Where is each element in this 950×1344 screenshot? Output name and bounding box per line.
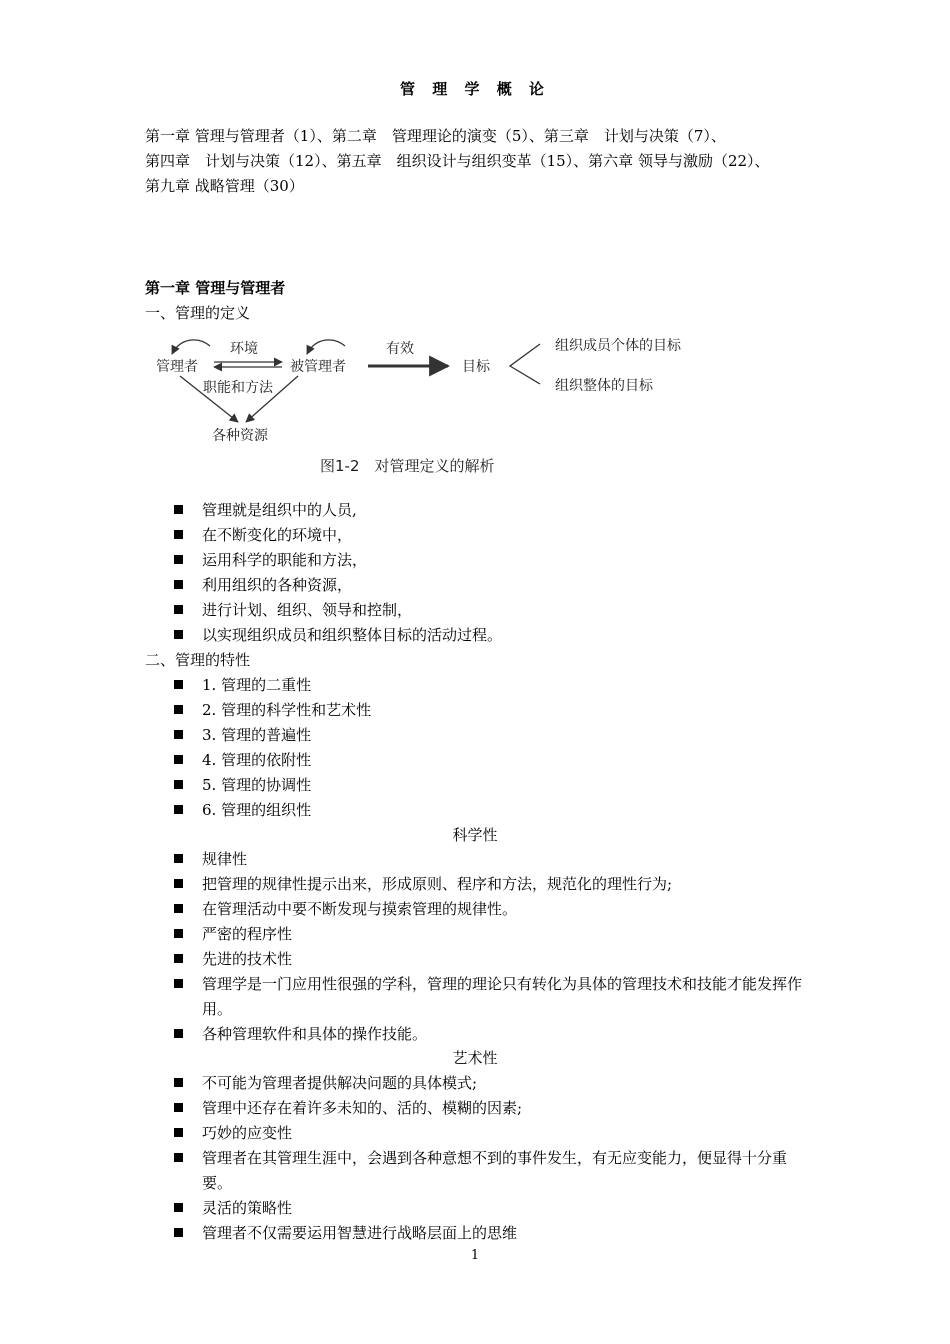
page-number: 1	[470, 1248, 480, 1263]
list-item: 进行计划、组织、领导和控制，	[172, 598, 812, 623]
science-heading: 科学性	[452, 826, 498, 844]
list-item: 不可能为管理者提供解决问题的具体模式;	[172, 1071, 812, 1096]
section1-heading: 一、管理的定义	[145, 304, 251, 322]
table-of-contents	[145, 124, 810, 199]
label-goal: 目标	[462, 359, 490, 375]
chapter1-heading: 第一章 管理与管理者	[145, 279, 286, 297]
label-resources: 各种资源	[212, 428, 268, 444]
list-item: 规律性	[172, 847, 812, 872]
list-item: 各种管理软件和具体的操作技能。	[172, 1022, 812, 1047]
list-item: 在管理活动中要不断发现与摸索管理的规律性。	[172, 897, 812, 922]
list-item: 2. 管理的科学性和艺术性	[172, 698, 812, 723]
toc-line: 第九章 战略管理（30）	[145, 177, 304, 195]
figure-caption: 图1-2 对管理定义的解析	[320, 457, 495, 475]
label-functions-methods: 职能和方法	[203, 380, 273, 396]
label-goal-whole: 组织整体的目标	[555, 378, 653, 394]
characteristics-list	[172, 673, 812, 823]
list-item: 管理就是组织中的人员,	[172, 498, 812, 523]
loop-arrow	[307, 340, 345, 354]
list-item: 先进的技术性	[172, 947, 812, 972]
list-item: 严密的程序性	[172, 922, 812, 947]
list-item: 6. 管理的组织性	[172, 798, 812, 823]
toc-line: 第四章 计划与决策（12）、第五章 组织设计与组织变革（15）、第六章 领导与激励（22）、	[145, 152, 770, 170]
science-list	[172, 847, 812, 1047]
list-item: 以实现组织成员和组织整体目标的活动过程。	[172, 623, 812, 648]
list-item: 管理中还存在着许多未知的、活的、模糊的因素;	[172, 1096, 812, 1121]
art-list	[172, 1071, 812, 1246]
label-managed: 被管理者	[290, 359, 346, 375]
list-item: 5. 管理的协调性	[172, 773, 812, 798]
management-definition-diagram	[150, 332, 750, 482]
document-title: 管 理 学 概 论	[400, 80, 550, 98]
list-item: 管理者不仅需要运用智慧进行战略层面上的思维	[172, 1221, 812, 1246]
list-item: 4. 管理的依附性	[172, 748, 812, 773]
list-item: 把管理的规律性提示出来，形成原则、程序和方法，规范化的理性行为;	[172, 872, 812, 897]
definition-list	[172, 498, 812, 648]
list-item: 巧妙的应变性	[172, 1121, 812, 1146]
list-item: 在不断变化的环境中，	[172, 523, 812, 548]
label-effective: 有效	[386, 341, 414, 357]
list-item: 管理学是一门应用性很强的学科，管理的理论只有转化为具体的管理技术和技能才能发挥作用。	[172, 972, 812, 1022]
section2-heading: 二、管理的特性	[145, 651, 251, 669]
art-heading: 艺术性	[452, 1049, 498, 1067]
label-environment: 环境	[230, 341, 258, 357]
label-manager: 管理者	[156, 359, 198, 375]
goal-fork	[510, 344, 540, 384]
list-item: 管理者在其管理生涯中，会遇到各种意想不到的事件发生，有无应变能力，便显得十分重要。	[172, 1146, 812, 1196]
loop-arrow	[172, 340, 210, 354]
list-item: 运用科学的职能和方法，	[172, 548, 812, 573]
list-item: 3. 管理的普遍性	[172, 723, 812, 748]
list-item: 利用组织的各种资源，	[172, 573, 812, 598]
list-item: 1. 管理的二重性	[172, 673, 812, 698]
toc-line: 第一章 管理与管理者（1）、第二章 管理理论的演变（5）、第三章 计划与决策（7）、	[145, 127, 726, 145]
label-goal-individual: 组织成员个体的目标	[555, 338, 681, 354]
list-item: 灵活的策略性	[172, 1196, 812, 1221]
